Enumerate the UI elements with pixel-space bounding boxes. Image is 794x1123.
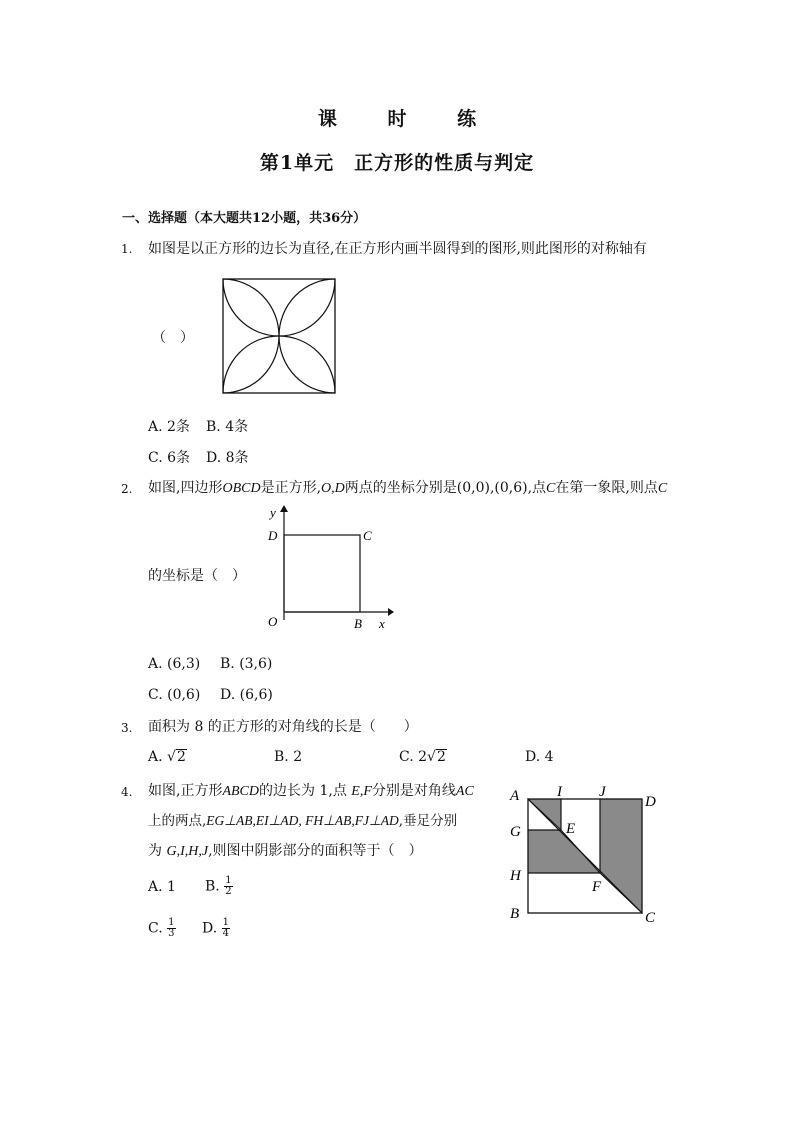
q4-line2: 上的两点,EG⊥AB,EI⊥AD, FH⊥AB,FJ⊥AD,垂足分别 bbox=[148, 813, 458, 829]
q2-text-tail: 的坐标是（ ） bbox=[148, 568, 246, 584]
q4-label-h: H bbox=[510, 868, 521, 884]
q4-line1: 如图,正方形ABCD的边长为 1,点 E,F分别是对角线AC bbox=[148, 783, 474, 799]
q4-label-a: A bbox=[510, 788, 520, 804]
q3-option-a-radicand: 2 bbox=[176, 749, 186, 765]
section-heading: 一、选择题（本大题共12小题，共36分） bbox=[122, 211, 367, 226]
q4-label-c: C bbox=[645, 910, 656, 926]
q2-option-c[interactable]: C. (0,6) bbox=[148, 687, 201, 703]
q2-label-o: O bbox=[268, 614, 278, 629]
q4-shade-quad-jdcf bbox=[600, 799, 642, 913]
q3-option-a[interactable]: A. √2 bbox=[148, 749, 186, 765]
q4-label-b: B bbox=[510, 906, 520, 922]
q1-text: 如图是以正方形的边长为直径,在正方形内画半圆得到的图形,则此图形的对称轴有 bbox=[148, 241, 647, 257]
q2-figure bbox=[262, 502, 392, 632]
q4-option-d-fraction: $\frac{1}{4}$ bbox=[222, 917, 230, 939]
q4-label-e: E bbox=[566, 821, 576, 837]
page-title: 课 时 练 bbox=[317, 108, 499, 130]
q1-option-c[interactable]: C. 6条 bbox=[148, 450, 191, 466]
q4-shade-quad-gefh bbox=[528, 830, 600, 873]
q3-option-d[interactable]: D. 4 bbox=[525, 749, 554, 765]
q4-number: 4. bbox=[121, 785, 133, 799]
q2-label-b: B bbox=[354, 616, 362, 631]
q2-y-arrow bbox=[280, 505, 288, 512]
q2-x-arrow bbox=[388, 608, 394, 616]
q3-option-c-radicand: 2 bbox=[436, 749, 446, 765]
q4-label-j: J bbox=[599, 784, 606, 800]
q1-number: 1. bbox=[121, 242, 133, 256]
q2-option-a[interactable]: A. (6,3) bbox=[148, 656, 201, 672]
q4-label-f: F bbox=[592, 879, 602, 895]
q4-option-a[interactable]: A. 1 bbox=[148, 879, 176, 895]
q2-label-x: x bbox=[379, 616, 385, 631]
q4-option-c-fraction: $\frac{1}{3}$ bbox=[168, 917, 175, 939]
q4-label-d: D bbox=[645, 794, 656, 810]
q3-option-b[interactable]: B. 2 bbox=[274, 749, 303, 765]
q2-label-d: D bbox=[268, 528, 278, 543]
q4-option-b[interactable]: B. $\frac{1}{2}$ bbox=[205, 875, 232, 897]
q2-label-y: y bbox=[270, 505, 276, 520]
q3-option-c[interactable]: C. 2√2 bbox=[399, 749, 446, 765]
q1-option-b[interactable]: B. 4条 bbox=[206, 419, 249, 435]
q4-option-b-fraction: $\frac{1}{2}$ bbox=[225, 875, 232, 897]
q4-line3: 为 G,I,H,J,则图中阴影部分的面积等于（ ） bbox=[148, 843, 423, 859]
q4-option-c[interactable]: C. $\frac{1}{3}$ bbox=[148, 917, 175, 939]
page-subtitle: 第1单元 正方形的性质与判定 bbox=[259, 152, 535, 174]
q4-label-g: G bbox=[510, 824, 521, 840]
q2-option-b[interactable]: B. (3,6) bbox=[220, 656, 273, 672]
q3-number: 3. bbox=[121, 721, 133, 735]
q2-text: 如图,四边形OBCD是正方形,O,D两点的坐标分别是(0,0),(0,6),点C在第一象限,则点C bbox=[148, 480, 668, 496]
q4-figure bbox=[506, 780, 666, 930]
q1-figure bbox=[222, 278, 336, 394]
q1-answer-paren: （ ） bbox=[152, 330, 194, 346]
q3-text: 面积为 8 的正方形的对角线的长是（ ） bbox=[148, 719, 418, 735]
q4-label-i: I bbox=[557, 784, 562, 800]
q4-option-d[interactable]: D. $\frac{1}{4}$ bbox=[202, 917, 230, 939]
q2-number: 2. bbox=[121, 482, 133, 496]
q2-square-obcd bbox=[284, 535, 360, 612]
q1-option-a[interactable]: A. 2条 bbox=[148, 419, 190, 435]
q2-option-d[interactable]: D. (6,6) bbox=[220, 687, 273, 703]
q2-label-c: C bbox=[363, 528, 372, 543]
q1-option-d[interactable]: D. 8条 bbox=[206, 450, 249, 466]
